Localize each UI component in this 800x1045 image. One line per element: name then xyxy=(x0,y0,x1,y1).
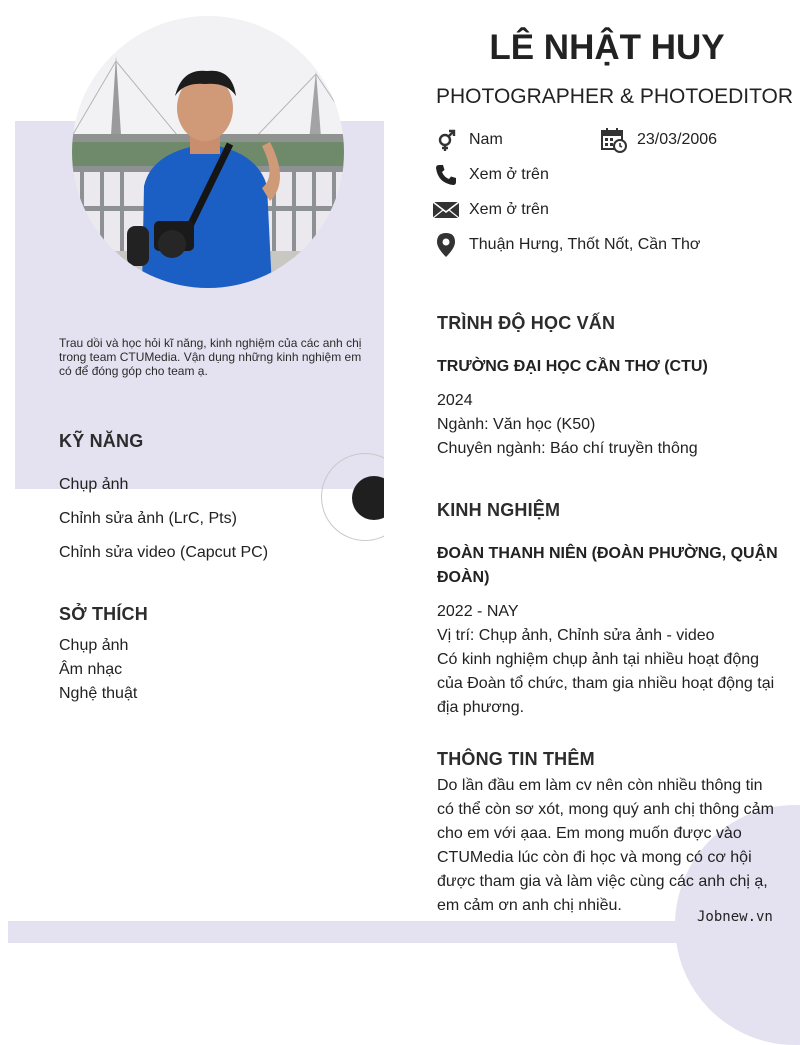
experience-period: 2022 - NAY xyxy=(437,603,519,620)
skills-title: KỸ NĂNG xyxy=(59,431,144,451)
phone-icon xyxy=(433,162,459,188)
skills-list xyxy=(59,476,268,578)
school-name: TRƯỜNG ĐẠI HỌC CẦN THƠ (CTU) xyxy=(437,358,708,375)
address-row xyxy=(433,232,700,258)
education-year: 2024 xyxy=(437,392,473,409)
additional-info-title: THÔNG TIN THÊM xyxy=(437,749,595,769)
hobby-item: Chụp ảnh xyxy=(59,637,129,654)
experience-title: KINH NGHIỆM xyxy=(437,500,561,520)
location-pin-icon xyxy=(433,232,459,258)
avatar xyxy=(72,16,344,288)
hobby-item: Âm nhạc xyxy=(59,661,123,678)
gender-icon xyxy=(433,127,459,153)
experience-description: Có kinh nghiệm chụp ảnh tại nhiều hoạt động của Đoàn tổ chức, tham gia nhiều hoạt động tại địa phương. xyxy=(437,651,775,716)
hobbies-list xyxy=(59,634,137,706)
experience-block xyxy=(437,542,782,720)
education-major: Ngành: Văn học (K50) xyxy=(437,416,596,433)
skill-item: Chỉnh sửa ảnh (LrC, Pts) xyxy=(59,510,237,527)
decorative-mask xyxy=(384,440,424,560)
skill-item: Chụp ảnh xyxy=(59,476,129,493)
education-block xyxy=(437,355,782,461)
mail-icon xyxy=(433,197,459,223)
job-title: PHOTOGRAPHER & PHOTOEDITOR xyxy=(436,85,794,108)
gender-value: Nam xyxy=(469,131,503,148)
email-row xyxy=(433,197,549,223)
calendar-icon xyxy=(601,127,627,153)
experience-position: Vị trí: Chụp ảnh, Chỉnh sửa ảnh - video xyxy=(437,627,715,644)
gender-row xyxy=(433,127,503,153)
additional-info-text: Do lần đầu em làm cv nên còn nhiều thông tin có thể còn sơ xót, mong quý anh chị thông cảm cho em với ạaa. Em mong muốn được vào CTUMedia lúc còn đi học và mong có cơ hội được tham gia và làm việc cùng các anh chị ạ, em cảm ơn anh chị nhiều. xyxy=(437,777,774,914)
career-objective: Trau dồi và học hỏi kĩ năng, kinh nghiệm của các anh chị trong team CTUMedia. Vận dụng những kinh nghiệm em có để đóng góp cho team ạ. xyxy=(59,336,362,378)
skill-item: Chỉnh sửa video (Capcut PC) xyxy=(59,544,269,561)
experience-organization: ĐOÀN THANH NIÊN (ĐOÀN PHƯỜNG, QUẬN ĐOÀN) xyxy=(437,545,778,586)
birthdate-value: 23/03/2006 xyxy=(637,131,718,148)
education-title: TRÌNH ĐỘ HỌC VẤN xyxy=(437,313,616,333)
email-value: Xem ở trên xyxy=(469,201,549,218)
phone-value: Xem ở trên xyxy=(469,166,549,183)
full-name: LÊ NHẬT HUY xyxy=(489,28,725,67)
address-value: Thuận Hưng, Thốt Nốt, Cần Thơ xyxy=(469,236,701,253)
birthdate-row xyxy=(601,127,717,153)
watermark: Jobnew.vn xyxy=(697,909,773,925)
hobby-item: Nghệ thuật xyxy=(59,685,138,702)
phone-row xyxy=(433,162,549,188)
bottom-bar xyxy=(8,921,800,943)
education-specialty: Chuyên ngành: Báo chí truyền thông xyxy=(437,440,698,457)
hobbies-title: SỞ THÍCH xyxy=(59,604,148,624)
